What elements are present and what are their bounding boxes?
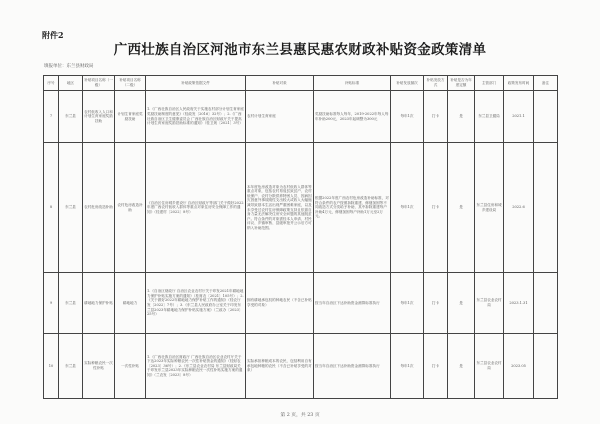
cell-frequency: 每年1次 xyxy=(391,143,424,273)
col-header: 补贴对象 xyxy=(246,76,314,91)
table-row xyxy=(44,334,558,399)
cell-target: 农村计划生育家庭 xyxy=(246,91,314,143)
cell-basis: 《自治区住房城乡建设厅 自治区财政厅等部门关于做好2022年度广西农村低收入群体等重点对象住房安全保障工作的通知》（桂建村〔2022〕8号） xyxy=(146,143,246,273)
cell-date: 2023.1.31 xyxy=(504,273,534,334)
col-header: 补贴政策依据文件 xyxy=(146,76,246,91)
cell-no: 9 xyxy=(44,273,59,334)
cell-basis: 1.《广西壮族自治区人民政府关于实施农村部分计划生育家庭奖励扶助制度的意见》（桂政发〔2016〕32号）；2.《广西壮族自治区卫生健康委员会 广西壮族自治区财政厅关于提高计划生育家庭奖励扶助标准的通知》（桂卫规〔2021〕3号） xyxy=(146,91,246,143)
col-header: 补贴发放频次 xyxy=(391,76,424,91)
cell-no: 10 xyxy=(44,334,59,399)
cell-fixed: 是 xyxy=(448,143,475,273)
cell-dept: 东兰县卫健局 xyxy=(475,91,504,143)
cell-dept: 东兰县农业农村局 xyxy=(475,273,504,334)
cell-item1: 耕地地力保护补贴 xyxy=(83,273,115,334)
cell-item2: 耕地地力 xyxy=(115,273,146,334)
cell-note xyxy=(534,91,558,143)
cell-region: 东兰县 xyxy=(59,273,83,334)
cell-fixed: 是 xyxy=(448,334,475,399)
cell-standard: 奖励扶助标准每人每年，2019-2022年每人每年补助200元，2023年起调整为300元 xyxy=(314,91,391,143)
col-header: 地区 xyxy=(59,76,83,91)
cell-basis: 1.《自治区财政厅 自治区农业农村厅关于印发2021年耕地地力保护补贴实施方案的通知》（桂财农〔2021〕105号）；2.《关于做好2022年耕地地力保护补贴工作的通知》（桂农厅发〔2022〕7号）；3.《东兰县人民政府办公室关于印发东兰县2023年耕地地力保护补贴实施方案》（兰政办〔2023〕25号） xyxy=(146,273,246,334)
cell-region: 东兰县 xyxy=(59,91,83,143)
cell-target: 实际承担种粮成本的农民，包括利用自有承包地种粮的农民（不含已补贴享受的对象） xyxy=(246,334,314,399)
cell-standard: 按当年自治区下达补助资金测算标准执行 xyxy=(314,273,391,334)
cell-method: 打卡 xyxy=(424,273,448,334)
document-title: 广西壮族自治区河池市东兰县惠民惠农财政补贴资金政策清单 xyxy=(113,42,487,58)
cell-date: 2023.05 xyxy=(504,334,534,399)
cell-item2: 农村危房改造补助 xyxy=(115,143,146,273)
cell-region: 东兰县 xyxy=(59,143,83,273)
reporting-unit: 填报单位：东兰县财政局 xyxy=(44,64,94,69)
page-number: 第 2 页，共 23 页 xyxy=(280,413,320,418)
col-header: 备注 xyxy=(534,76,558,91)
cell-method: 打卡 xyxy=(424,91,448,143)
cell-item2: 一次性补贴 xyxy=(115,334,146,399)
cell-item1: 农村危房改造补助 xyxy=(83,143,115,273)
attachment-label: 附件2 xyxy=(42,30,64,40)
cell-note xyxy=(534,334,558,399)
table-row xyxy=(44,91,558,143)
cell-fixed: 是 xyxy=(448,91,475,143)
cell-frequency: 每年1次 xyxy=(391,91,424,143)
cell-frequency: 每年1次 xyxy=(391,334,424,399)
cell-date: 2021.1 xyxy=(504,91,534,143)
col-header: 补贴是否为年度定额 xyxy=(448,76,475,91)
cell-method: 打卡 xyxy=(424,334,448,399)
cell-item1: 农村低收入人口和计划生育家庭奖励扶助 xyxy=(83,91,115,143)
col-header: 补贴标准 xyxy=(314,76,391,91)
cell-region: 东兰县 xyxy=(59,334,83,399)
cell-dept: 东兰县住房和城乡建设局 xyxy=(475,143,504,273)
cell-frequency: 每年1次 xyxy=(391,273,424,334)
col-header: 序号 xyxy=(44,76,59,91)
col-header: 政策发布时间 xyxy=(504,76,534,91)
col-header: 补贴项目名称（一级） xyxy=(83,76,115,91)
cell-basis: 1.《广西壮族自治区财政厅 广西壮族自治区农业农村厅关于下达2023年实际种粮农民一次性补贴资金的通知》（桂财农〔2023〕36号）；2.《东兰县农业农村局 东兰县财政局关于印发东兰县2023年实际种粮农民一次性补贴实施方案的通知》（兰农发〔2023〕8号） xyxy=(146,334,246,399)
table-row xyxy=(44,273,558,334)
cell-date: 2022.6 xyxy=(504,143,534,273)
col-header: 补贴项目名称（二级） xyxy=(115,76,146,91)
col-header: 补贴发放方式 xyxy=(424,76,448,91)
subsidy-policy-table xyxy=(43,75,558,399)
cell-standard: 按当年自治区下达补助资金测算标准执行 xyxy=(314,334,391,399)
cell-target: 拥有耕地承包权的种地农民（不含已补贴享受的对象） xyxy=(246,273,314,334)
cell-dept: 东兰县农业农村局 xyxy=(475,334,504,399)
cell-note xyxy=(534,273,558,334)
col-header: 主管部门 xyxy=(475,76,504,91)
cell-no: 8 xyxy=(44,143,59,273)
table-row xyxy=(44,143,558,273)
cell-no: 7 xyxy=(44,91,59,143)
cell-note xyxy=(534,143,558,273)
cell-fixed: 是 xyxy=(448,273,475,334)
cell-standard: 根据2022年度广西农村危房改造补助标准，对符合条件的农户按照拆除重建、修缮加固等不同改造方式分类给予补助，其中拆除重建每户补助4万元，修缮加固每户补助1万元至2万元。 xyxy=(314,143,391,273)
table-header xyxy=(44,76,558,91)
cell-item1: 实际种粮农民一次性补贴 xyxy=(83,334,115,399)
cell-target: 本年度危房改造对象为农村低收入群体等重点对象，包括农村易返贫致贫户、农村低保户、农村分散供养特困人员、因病因灾因意外事故刚性支出较大或收入大幅缩减导致基本生活出现严重困难家庭，以及未享受过农村住房保障政策支持且依靠自身力量无法解决住房安全问题的其他脱贫户。符合条件的对象需经本人申请、村民评议、乡镇审核、县级审批并公示后方可纳入补助范围。 xyxy=(246,143,314,273)
cell-method: 打卡 xyxy=(424,143,448,273)
cell-item2: 计划生育家庭奖励扶助 xyxy=(115,91,146,143)
